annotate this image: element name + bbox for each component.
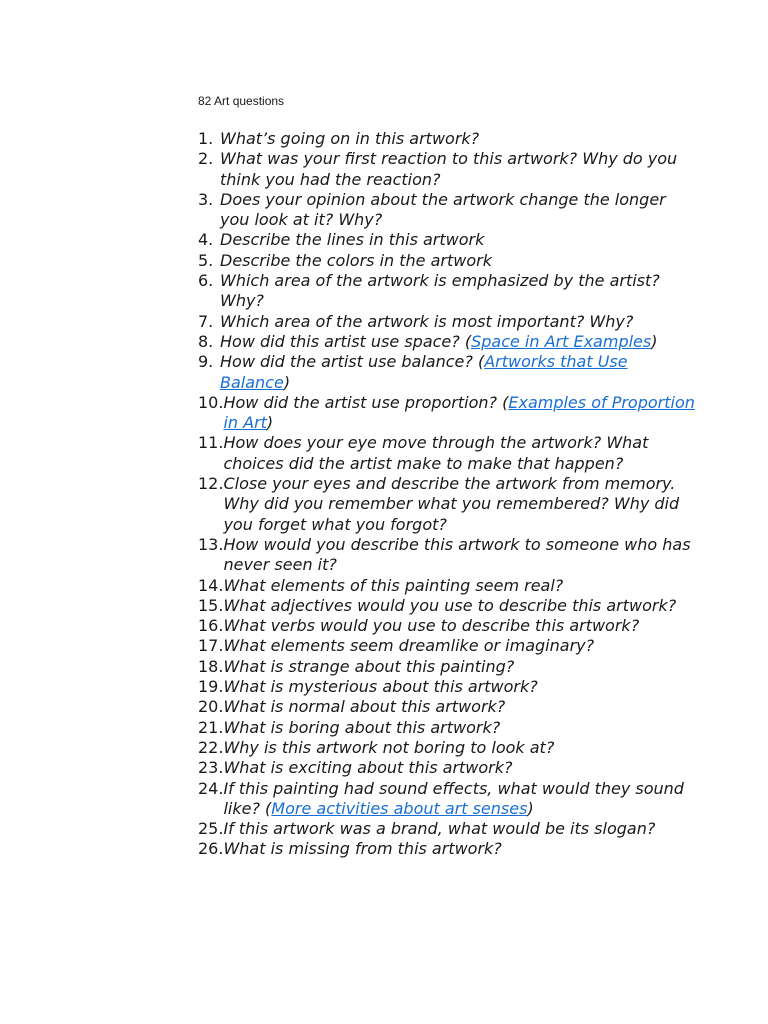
- question-text-main: What verbs would you use to describe this artwork?: [223, 616, 640, 636]
- question-list: [198, 129, 698, 860]
- question-number: 14.: [198, 575, 224, 595]
- question-number: 22.: [198, 737, 224, 757]
- question-link[interactable]: Examples of Proportion in Art: [223, 392, 695, 433]
- question-text: [220, 312, 633, 332]
- question-text-main: How does your eye move through the artwork? What choices did the artist make to make that happen?: [223, 433, 649, 473]
- question-text-main: If this painting had sound effects, what would they sound like? (: [223, 778, 684, 818]
- question-text: [223, 738, 554, 758]
- question-text-close: ): [651, 331, 658, 351]
- question-text: [220, 251, 492, 271]
- question-text: [223, 535, 698, 576]
- question-item: [198, 657, 698, 677]
- question-number: 19.: [198, 677, 224, 697]
- question-text: [223, 697, 505, 717]
- question-item: [198, 149, 698, 190]
- question-text-main: What is exciting about this artwork?: [223, 758, 513, 778]
- question-link[interactable]: More activities about art senses: [271, 798, 528, 818]
- question-item: [198, 677, 698, 697]
- question-text-close: ): [527, 798, 534, 818]
- question-item: [198, 230, 698, 250]
- question-text-main: What elements seem dreamlike or imaginary?: [223, 636, 595, 656]
- question-text: [223, 636, 594, 656]
- question-number: 12.: [198, 474, 224, 494]
- question-number: 4.: [198, 230, 214, 250]
- question-text: [223, 616, 639, 636]
- question-number: 10.: [198, 392, 224, 412]
- question-number: 5.: [198, 250, 214, 270]
- question-text: [223, 758, 512, 778]
- question-item: [198, 636, 698, 656]
- question-text: [223, 839, 501, 859]
- question-text-main: What is strange about this painting?: [223, 656, 515, 676]
- question-text: [220, 149, 698, 190]
- question-text-main: How did the artist use proportion? (: [223, 392, 509, 412]
- question-text: [220, 129, 479, 149]
- question-number: 26.: [198, 839, 224, 859]
- question-number: 23.: [198, 758, 224, 778]
- question-text-main: Which area of the artwork is most important? Why?: [220, 311, 634, 331]
- question-number: 13.: [198, 534, 224, 554]
- question-item: [198, 738, 698, 758]
- question-text-main: What elements of this painting seem real?: [223, 575, 564, 595]
- question-item: [198, 616, 698, 636]
- question-text: [223, 393, 698, 434]
- question-item: [198, 271, 698, 312]
- question-text-main: What adjectives would you use to describe this artwork?: [223, 595, 677, 615]
- question-text-main: Close your eyes and describe the artwork from memory. Why did you remember what you remembered? Why did you forget what you forgot?: [223, 474, 680, 534]
- question-text-main: What is mysterious about this artwork?: [223, 677, 538, 697]
- question-item: [198, 251, 698, 271]
- question-item: [198, 393, 698, 434]
- question-text-main: Describe the lines in this artwork: [220, 230, 485, 250]
- question-text: [223, 596, 676, 616]
- question-item: [198, 332, 698, 352]
- question-number: 16.: [198, 616, 224, 636]
- question-item: [198, 718, 698, 738]
- question-text: [223, 433, 698, 474]
- question-text: [220, 190, 698, 231]
- question-number: 24.: [198, 778, 224, 798]
- question-item: [198, 779, 698, 820]
- question-link[interactable]: Space in Art Examples: [471, 331, 652, 351]
- question-item: [198, 697, 698, 717]
- question-text: [220, 352, 698, 393]
- question-item: [198, 535, 698, 576]
- question-text: [223, 677, 537, 697]
- question-text-main: What is boring about this artwork?: [223, 717, 501, 737]
- question-link[interactable]: Artworks that Use Balance: [220, 352, 628, 392]
- question-text-main: Describe the colors in the artwork: [220, 250, 492, 270]
- question-text: [220, 332, 657, 352]
- question-text-close: ): [283, 372, 291, 392]
- question-item: [198, 312, 698, 332]
- question-number: 18.: [198, 656, 224, 676]
- question-text-main: Why is this artwork not boring to look at?: [223, 737, 555, 757]
- question-number: 8.: [198, 331, 214, 351]
- document-title: 82 Art questions: [198, 94, 285, 108]
- question-item: [198, 352, 698, 393]
- question-text-main: What’s going on in this artwork?: [220, 129, 480, 148]
- question-item: [198, 190, 698, 231]
- question-number: 25.: [198, 819, 224, 839]
- question-text-main: Which area of the artwork is emphasized by the artist? Why?: [220, 271, 660, 311]
- question-text-main: Does your opinion about the artwork change the longer you look at it? Why?: [220, 189, 666, 230]
- question-item: [198, 596, 698, 616]
- question-text-main: What is missing from this artwork?: [223, 839, 502, 859]
- question-item: [198, 758, 698, 778]
- question-text-main: How did the artist use balance? (: [220, 352, 485, 372]
- question-text-main: If this artwork was a brand, what would be its slogan?: [223, 819, 656, 839]
- question-number: 11.: [198, 433, 224, 453]
- question-text: [223, 576, 563, 596]
- question-item: [198, 474, 698, 535]
- question-item: [198, 819, 698, 839]
- question-item: [198, 433, 698, 474]
- question-number: 1.: [198, 129, 214, 148]
- question-text-close: ): [266, 413, 274, 433]
- question-text: [223, 718, 500, 738]
- question-number: 17.: [198, 636, 224, 656]
- question-number: 21.: [198, 717, 224, 737]
- question-number: 7.: [198, 311, 214, 331]
- question-number: 20.: [198, 697, 224, 717]
- question-text: [223, 819, 655, 839]
- question-number: 2.: [198, 149, 214, 169]
- question-text-main: What is normal about this artwork?: [223, 697, 506, 717]
- question-number: 9.: [198, 352, 214, 372]
- question-number: 6.: [198, 271, 214, 291]
- question-item: [198, 839, 698, 859]
- question-text: [220, 271, 698, 312]
- question-item: [198, 129, 698, 149]
- question-number: 3.: [198, 189, 214, 209]
- question-text: [223, 474, 698, 535]
- question-number: 15.: [198, 595, 224, 615]
- question-text: [223, 779, 698, 820]
- question-text: [223, 657, 514, 677]
- question-text: [220, 230, 484, 250]
- question-text-main: How did this artist use space? (: [220, 331, 472, 351]
- question-text-main: How would you describe this artwork to someone who has never seen it?: [223, 534, 691, 575]
- question-text-main: What was your first reaction to this artwork? Why do you think you had the reaction?: [220, 149, 678, 189]
- question-item: [198, 576, 698, 596]
